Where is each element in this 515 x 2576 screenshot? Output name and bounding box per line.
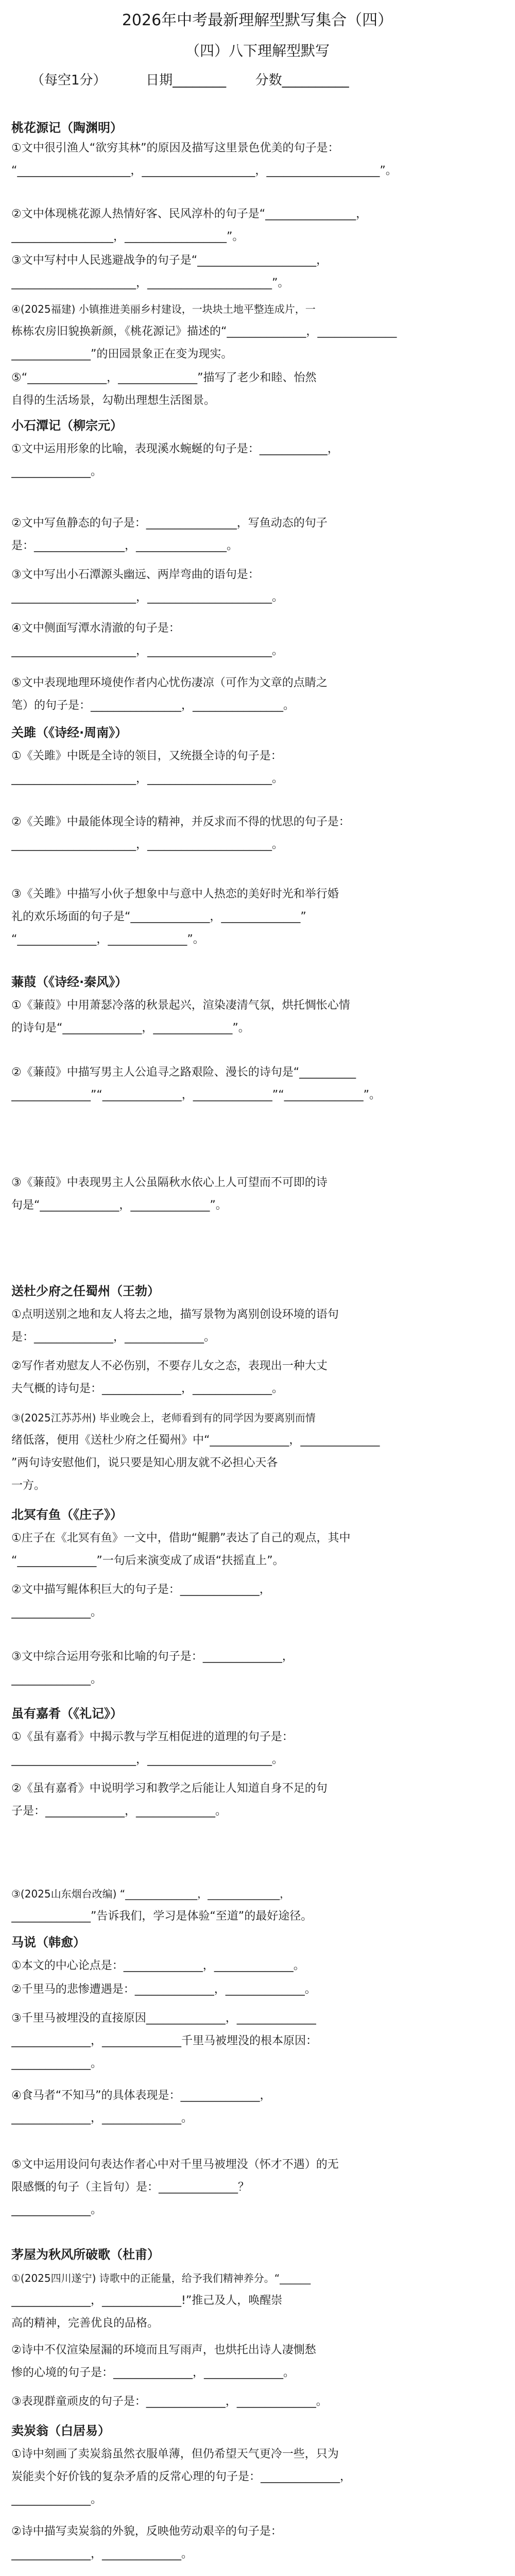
question-line: ______________。 [11,465,102,478]
question-line: 笔）的句子是：________________，________________。 [11,699,295,712]
question-line: ③(2025江苏苏州) 毕业晚会上，老师看到有的同学因为要离别而情 [11,1412,316,1424]
score-row [31,71,484,90]
document-title: 2026年中考最新理解型默写集合（四） [122,11,393,29]
score-note: （每空1分） [31,73,107,88]
question-line: ②文中描写鲲体积巨大的句子是：______________， [11,1583,271,1596]
question-line: ②写作者劝慰友人不必伤别，不要存儿女之态，表现出一种大丈 [11,1360,328,1372]
question-line: ”两句诗安慰他们，说只要是知心朋友就不必担心天各 [11,1456,278,1469]
question-line: 子是：______________，______________。 [11,1805,227,1818]
question-line: 句是“______________，______________”。 [11,1199,227,1212]
question-line: ______________。 [11,2057,102,2070]
question-line: ①《虽有嘉肴》中揭示教与学互相促进的道理的句子是： [11,1731,294,1743]
question-line: ①《蒹葭》中用萧瑟冷落的秋景起兴，渲染凄清气氛，烘托惆怅心情 [11,999,350,1012]
question-line: ②《虽有嘉肴》中说明学习和教学之后能让人知道自身不足的句 [11,1782,328,1795]
date-label: 日期________ [146,73,227,88]
question-line: ______________。 [11,2204,102,2216]
section-heading: 卖炭翁（白居易） [11,2424,110,2438]
section-heading: 关雎（《诗经·周南》） [11,725,128,740]
question-line: ______________，______________。 [11,2112,193,2125]
question-line: 的诗句是“______________，______________”。 [11,1022,250,1035]
question-line: ②文中体现桃花源人热情好客、民风淳朴的句子是“________________， [11,208,368,221]
question-line: ③《蒹葭》中表现男主人公虽隔秋水依心上人可望而不可即的诗 [11,1176,328,1189]
question-line: 是：________________，________________。 [11,539,238,552]
section-heading: 送杜少府之任蜀州（王勃） [11,1284,160,1298]
question-line: “____________________，____________________，____________________”。 [11,164,397,177]
question-line: 栋栋农房旧貌换新颜，《桃花源记》描述的“______________，______________ [11,325,397,338]
document-subtitle: （四）八下理解型默写 [185,42,330,59]
question-line: ______________。 [11,1673,102,1686]
question-line: ⑤“______________，______________”描写了老少和睦、怡然 [11,371,317,384]
question-line: ②诗中描写卖炭翁的外貌，反映他劳动艰辛的句子是： [11,2525,282,2538]
question-line: ②《蒹葭》中描写男主人公追寻之路艰险、漫长的诗句是“__________ [11,1066,356,1079]
question-line: ③(2025山东烟台改编) “______________，______________， [11,1888,290,1900]
question-line: ②千里马的悲惨遭遇是：______________，______________。 [11,1983,316,1996]
question-line: ⑤文中表现地理环境使作者内心忧伤凄凉（可作为文章的点睛之 [11,676,328,689]
question-line: ______________。 [11,2493,102,2506]
section-heading: 马说（韩愈） [11,1935,85,1950]
question-line: 惨的心境的句子是：______________，______________。 [11,2366,295,2379]
question-line: ③表现群童顽皮的句子是：______________，______________。 [11,2395,328,2408]
question-line: ③文中写出小石潭源头幽远、两岸弯曲的语句是： [11,568,260,581]
question-line: __________________，__________________”。 [11,230,244,243]
question-line: ______________________，______________________。 [11,1753,284,1766]
question-line: ③《关雎》中描写小伙子想象中与意中人热恋的美好时光和举行婚 [11,888,339,901]
question-line: 夫气概的诗句是：______________，______________。 [11,1382,284,1395]
question-line: ②文中写鱼静态的句子是：________________，写鱼动态的句子 [11,517,328,530]
question-line: 礼的欢乐场面的句子是“______________，______________” [11,910,306,923]
question-line: 自得的生活场景，勾勒出理想生活图景。 [11,394,216,407]
question-line: ______________”告诉我们，学习是体验“至道”的最好途径。 [11,1910,313,1923]
question-line: ②诗中不仅渲染屋漏的环境而且写雨声，也烘托出诗人凄惻愁 [11,2344,316,2357]
question-line: “______________，______________”。 [11,933,204,946]
question-line: ______________，______________!”推己及人，唤醒崇 [11,2294,283,2307]
question-line: ______________________，______________________。 [11,645,284,657]
question-line: ③文中写村中人民逃避战争的句子是“_____________________， [11,254,328,267]
question-line: ②《关雎》中最能体现全诗的精神，并反求而不得的忧思的句子是： [11,816,350,828]
section-heading: 茅屋为秋风所破歌（杜甫） [11,2247,160,2262]
question-line: ①本文的中心论点是：______________，______________。 [11,1959,305,1972]
question-line: 限感慨的句子（主旨句）是：______________？ [11,2181,250,2194]
question-line: ①诗中刻画了卖炭翁虽然衣服单薄，但仍希望天气更冷一些，只为 [11,2448,339,2461]
question-line: 炭能卖个好价钱的复杂矛盾的反常心理的句子是：______________， [11,2470,352,2483]
question-line: ______________________，______________________”。 [11,277,289,290]
question-line: ______________，______________千里马被埋没的根本原因： [11,2035,318,2047]
points-label: 分数__________ [255,73,349,88]
question-line: ⑤文中运用设问句表达作者心中对千里马被埋没（怀才不遇）的无 [11,2158,339,2171]
question-line: ③文中综合运用夸张和比喻的句子是：______________， [11,1650,294,1663]
question-line: ①文中运用形象的比喻，表现溪水蜿蜒的句子是：____________， [11,443,339,455]
question-line: ④文中侧面写潭水清澈的句子是： [11,622,180,635]
question-line: ______________”的田园景象正在变为现实。 [11,348,233,361]
question-line: ______________________，______________________。 [11,591,284,604]
question-line: 高的精神，完善优良的品格。 [11,2317,159,2330]
question-line: 一方。 [11,1479,46,1492]
question-line: ______________________，______________________。 [11,838,284,851]
question-line: 是：______________，______________。 [11,1331,216,1344]
question-line: ______________”“______________，______________”“______________”。 [11,1089,381,1101]
section-heading: 桃花源记（陶渊明） [11,121,123,135]
question-line: ①点明送别之地和友人将去之地，描写景物为离别创设环境的语句 [11,1308,339,1321]
section-heading: 蒹葭（《诗经·秦风》） [11,975,128,989]
question-line: ①(2025四川遂宁) 诗歌中的正能量，给予我们精神养分。“______ [11,2272,311,2284]
question-line: ______________，______________。 [11,2548,193,2561]
question-line: ______________________，______________________。 [11,772,284,785]
question-line: “______________”一句后来演变成了成语“扶摇直上”。 [11,1554,284,1567]
section-heading: 虽有嘉肴（《礼记》） [11,1706,123,1721]
question-line: ①文中很引渔人“欲穷其林”的原因及描写这里景色优美的句子是： [11,142,339,155]
section-heading: 小石潭记（柳宗元） [11,418,123,433]
question-line: ④(2025福建) 小镇推进美丽乡村建设，一块块土地平整连成片，一 [11,303,316,315]
question-line: ①《关雎》中既是全诗的领目，又统摄全诗的句子是： [11,750,282,762]
question-line: ④食马者“不知马”的具体表现是：______________， [11,2089,271,2102]
question-line: ______________。 [11,1606,102,1619]
section-heading: 北冥有鱼（《庄子》） [11,1507,123,1522]
question-line: 绪低落，便用《送杜少府之任蜀州》中“______________，______________ [11,1434,380,1447]
question-line: ①庄子在《北冥有鱼》一文中，借助“鲲鹏”表达了自己的观点，其中 [11,1532,351,1545]
question-line: ③千里马被埋没的直接原因______________，______________ [11,2012,316,2025]
